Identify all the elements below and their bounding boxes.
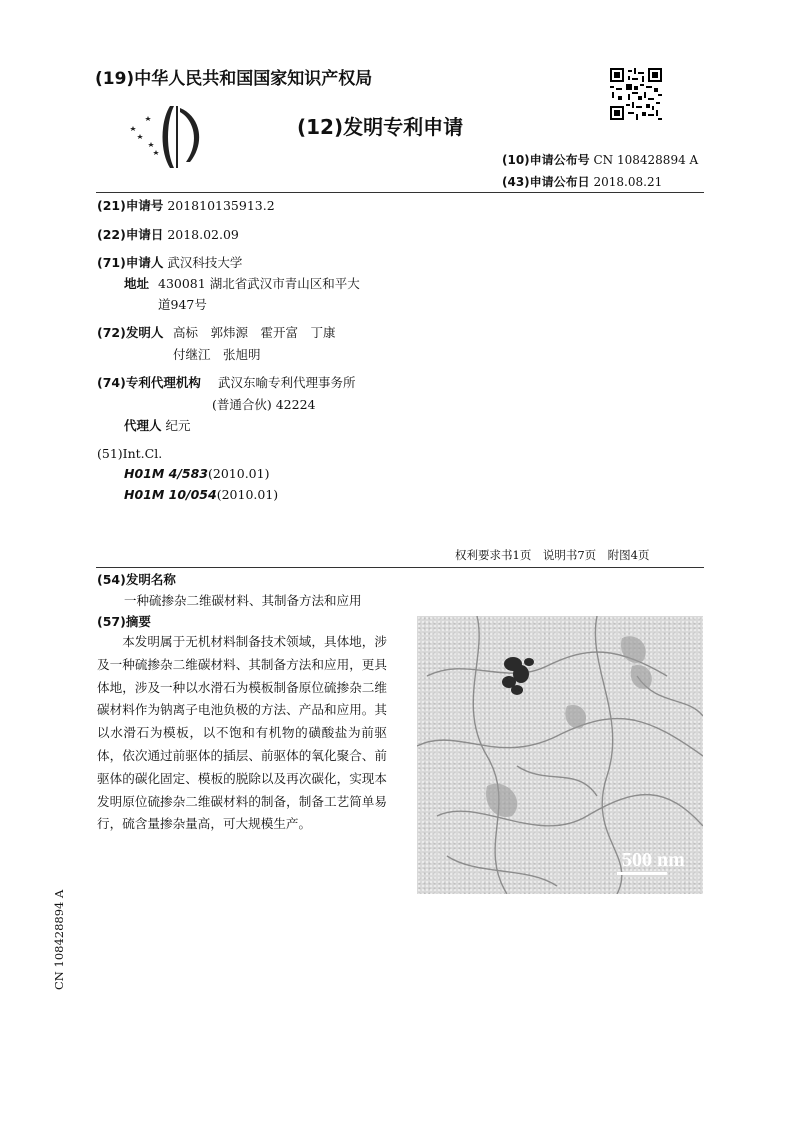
section-divider [96, 567, 704, 568]
ipc-date-1: (2010.01) [208, 466, 270, 481]
ipc-entry-2 [124, 484, 278, 506]
abstract-label [97, 611, 151, 633]
side-publication-number: CN 108428894 A [52, 889, 66, 990]
application-date-value: 2018.02.09 [167, 227, 239, 242]
applicant-value: 武汉科技大学 [167, 255, 243, 270]
agency-line-1: 武汉东喻专利代理事务所 [218, 375, 356, 390]
agency-line-2: (普通合伙) 42224 [212, 397, 316, 412]
abstract-label-text: (57)摘要 [97, 614, 151, 629]
invention-title-label [97, 569, 176, 591]
application-number [97, 195, 275, 217]
qr-code-icon [610, 68, 662, 120]
inventors-line-2: 付继江 张旭明 [173, 347, 261, 362]
publication-number-value: CN 108428894 A [593, 153, 699, 167]
ipc-code-2: H01M 10/054 [124, 487, 217, 502]
address-line-1: 430081 湖北省武汉市青山区和平大 [158, 276, 360, 291]
page-count: 权利要求书1页 说明书7页 附图4页 [455, 548, 650, 562]
ipc-code-1: H01M 4/583 [124, 466, 209, 481]
inventors-line-1: 高标 郭炜源 霍开富 丁康 [173, 325, 336, 340]
publication-number [502, 151, 698, 168]
application-date-label: (22)申请日 [97, 227, 164, 242]
agent-value: 纪元 [165, 418, 191, 433]
agency-label: (74)专利代理机构 [97, 375, 201, 390]
publication-number-label: (10)申请公布号 [502, 153, 590, 167]
application-number-value: 201810135913.2 [167, 198, 275, 213]
publication-type: (12)发明专利申请 [297, 115, 464, 139]
cnipa-logo-icon [128, 102, 210, 172]
issuing-office: (19)中华人民共和国国家知识产权局 [95, 69, 373, 89]
applicant-label: (71)申请人 [97, 255, 164, 270]
address-line-2: 道947号 [158, 297, 207, 312]
micrograph-image [417, 616, 703, 894]
abstract-text: 本发明属于无机材料制备技术领域，具体地，涉及一种硫掺杂二维碳材料、其制备方法和应用，更具体地，涉及一种以水滑石为模板制备原位硫掺杂二维碳材料作为钠离子电池负极的方法、产品和应用。其以水滑石为模板，以不饱和有机物的磺酸盐为前驱体，依次通过前驱体的插层、前驱体的氧化聚合、前驱体的碳化固定、模板的脱除以及再次碳化，实现本发明原位硫掺杂二维碳材料的制备，制备工艺简单易行，硫含量掺杂量高，可大规模生产。 [97, 634, 387, 832]
abstract-figure [417, 616, 703, 894]
scale-bar-label: 500 nm [622, 849, 685, 871]
invention-title: 一种硫掺杂二维碳材料、其制备方法和应用 [124, 593, 362, 608]
ipc-date-2: (2010.01) [216, 487, 279, 502]
publication-date-value: 2018.08.21 [593, 175, 663, 189]
publication-date-label: (43)申请公布日 [502, 175, 590, 189]
inventors-label: (72)发明人 [97, 325, 164, 340]
agent-label: 代理人 [124, 418, 162, 433]
ipc-entry-1 [124, 463, 269, 485]
invention-title-label-text: (54)发明名称 [97, 572, 176, 587]
agent [124, 415, 191, 437]
application-date [97, 224, 239, 246]
application-number-label: (21)申请号 [97, 198, 164, 213]
address-label: 地址 [124, 276, 150, 291]
ipc-label: (51)Int.Cl. [97, 446, 163, 461]
publication-date [502, 173, 662, 190]
header-divider [96, 192, 704, 193]
applicant [97, 252, 242, 274]
